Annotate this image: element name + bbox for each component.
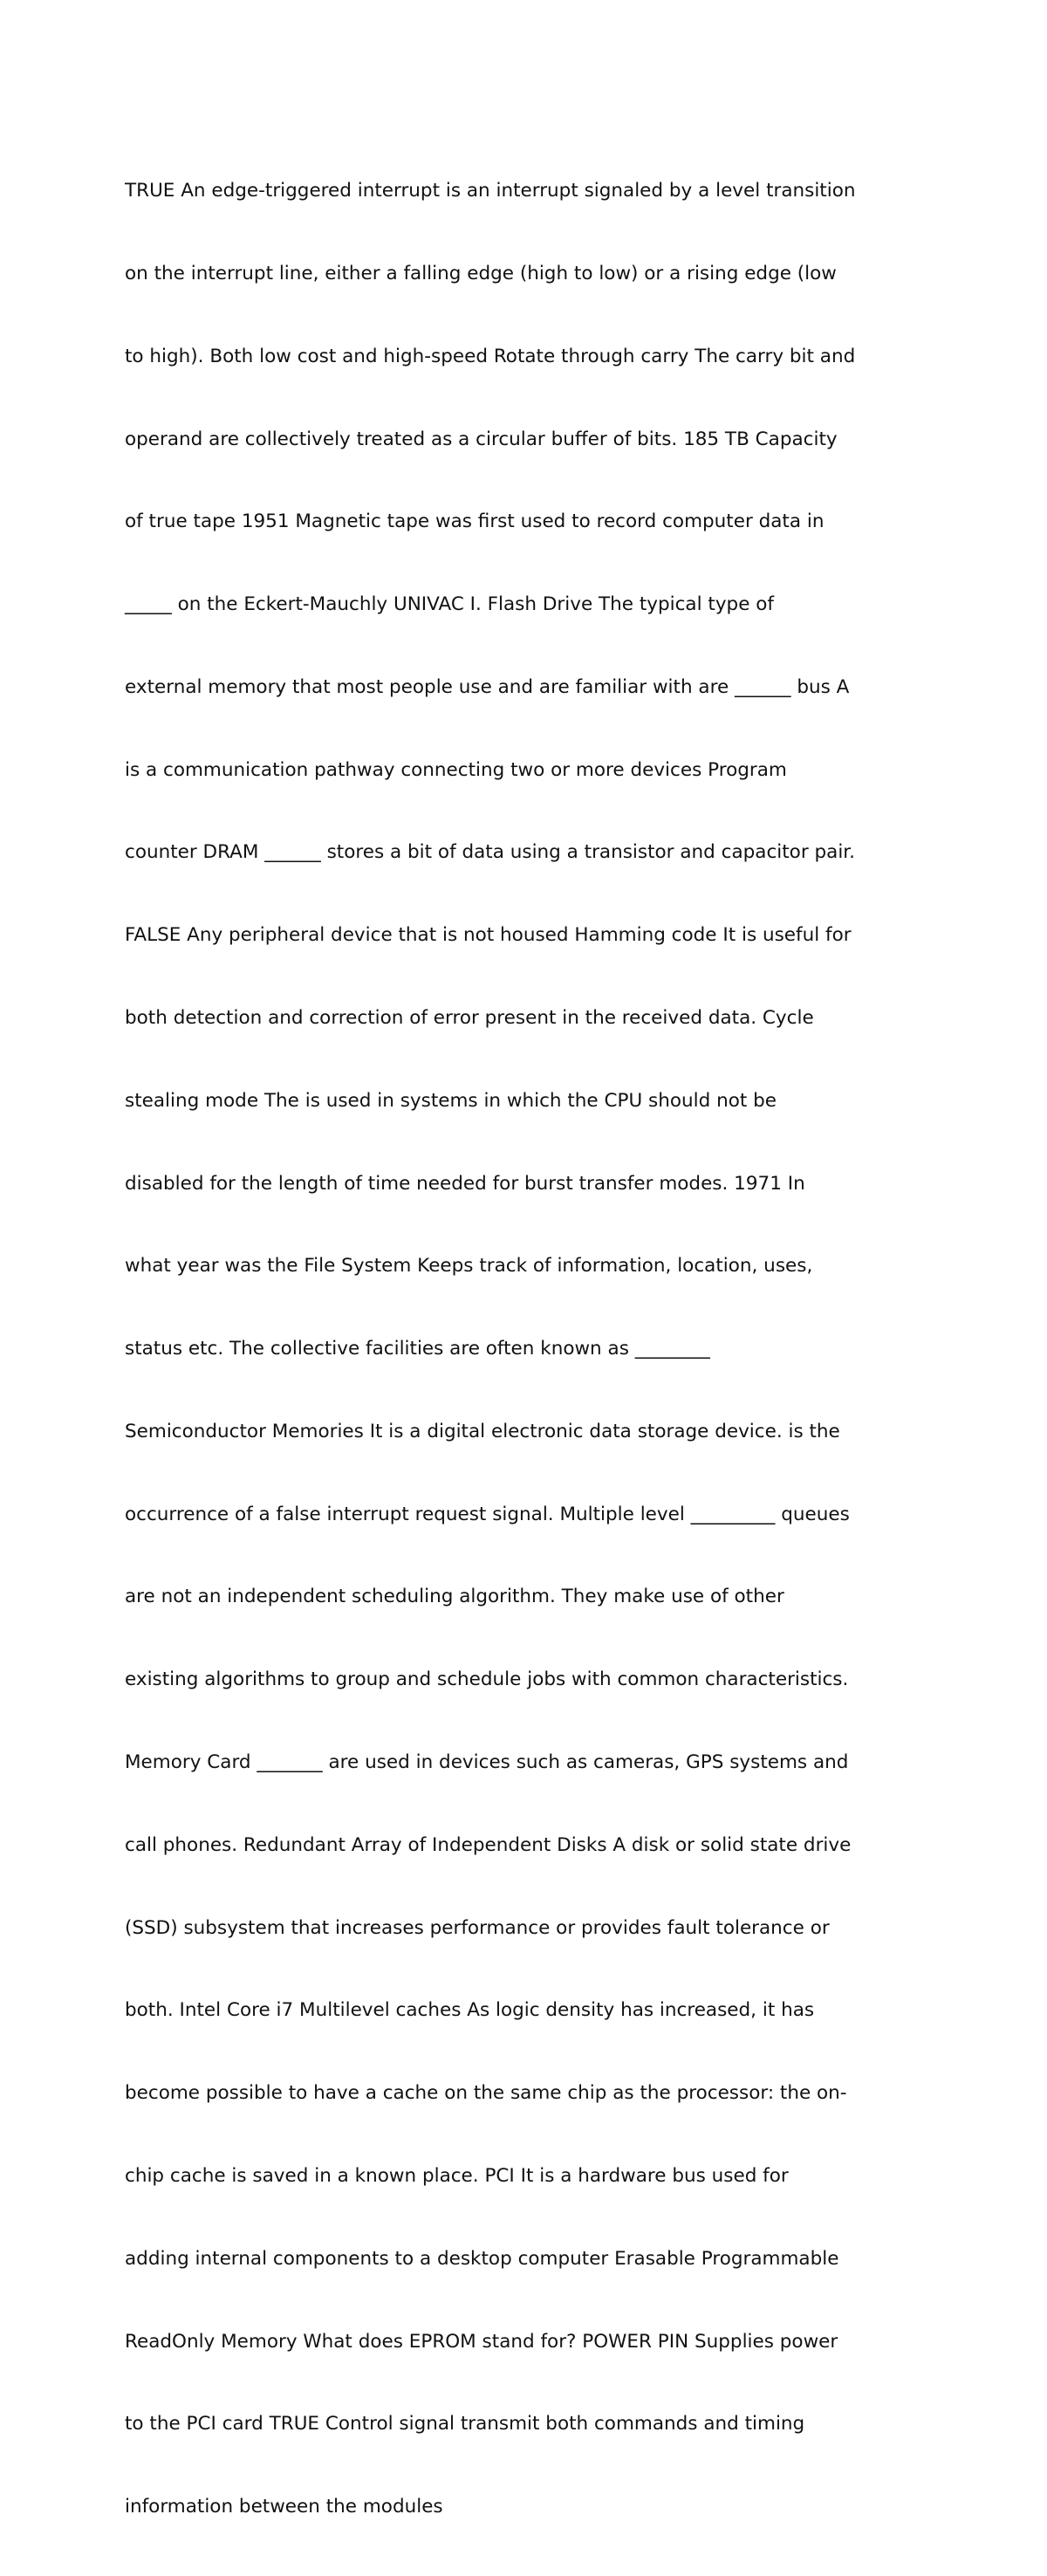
text-line: chip cache is saved in a known place. PCI It is a hardware bus used for — [125, 2164, 789, 2187]
text-line: existing algorithms to group and schedule jobs with common characteristics. — [125, 1668, 849, 1691]
text-line: ReadOnly Memory What does EPROM stand for? POWER PIN Supplies power — [125, 2330, 838, 2353]
text-line: occurrence of a false interrupt request signal. Multiple level _________ queues — [125, 1503, 850, 1525]
text-line: status etc. The collective facilities are often known as ________ — [125, 1338, 710, 1360]
text-line: TRUE An edge-triggered interrupt is an interrupt signaled by a level transition — [125, 180, 856, 202]
text-line: stealing mode The is used in systems in which the CPU should not be — [125, 1089, 777, 1112]
text-line: external memory that most people use and are familiar with are ______ bus A — [125, 675, 850, 698]
text-line: operand are collectively treated as a circular buffer of bits. 185 TB Capacity — [125, 428, 838, 450]
text-line: counter DRAM ______ stores a bit of data using a transistor and capacitor pair. — [125, 841, 856, 864]
text-line: on the interrupt line, either a falling edge (high to low) or a rising edge (low — [125, 262, 837, 284]
text-line: to the PCI card TRUE Control signal transmit both commands and timing — [125, 2413, 805, 2436]
text-line: both. Intel Core i7 Multilevel caches As logic density has increased, it has — [125, 1999, 815, 2022]
text-line: adding internal components to a desktop computer Erasable Programmable — [125, 2247, 839, 2270]
text-line: are not an independent scheduling algorithm. They make use of other — [125, 1586, 784, 1608]
text-line: FALSE Any peripheral device that is not housed Hamming code It is useful for — [125, 924, 852, 947]
text-line: both detection and correction of error present in the received data. Cycle — [125, 1007, 814, 1029]
text-line: to high). Both low cost and high-speed Rotate through carry The carry bit and — [125, 345, 856, 367]
text-line: information between the modules — [125, 2496, 443, 2518]
text-line: become possible to have a cache on the same chip as the processor: the on- — [125, 2082, 847, 2105]
text-line: _____ on the Eckert-Mauchly UNIVAC I. Flash Drive The typical type of — [125, 593, 774, 616]
text-line: is a communication pathway connecting two or more devices Program — [125, 758, 787, 781]
text-line: disabled for the length of time needed for burst transfer modes. 1971 In — [125, 1172, 805, 1195]
text-line: Semiconductor Memories It is a digital electronic data storage device. is the — [125, 1420, 840, 1442]
text-line: Memory Card _______ are used in devices such as cameras, GPS systems and — [125, 1751, 849, 1774]
text-line: of true tape 1951 Magnetic tape was first used to record computer data in — [125, 510, 825, 533]
text-line: call phones. Redundant Array of Independent Disks A disk or solid state drive — [125, 1833, 852, 1856]
text-line: (SSD) subsystem that increases performance or provides fault tolerance or — [125, 1916, 830, 1939]
body-text — [125, 122, 936, 2576]
text-line: what year was the File System Keeps track of information, location, uses, — [125, 1255, 813, 1278]
